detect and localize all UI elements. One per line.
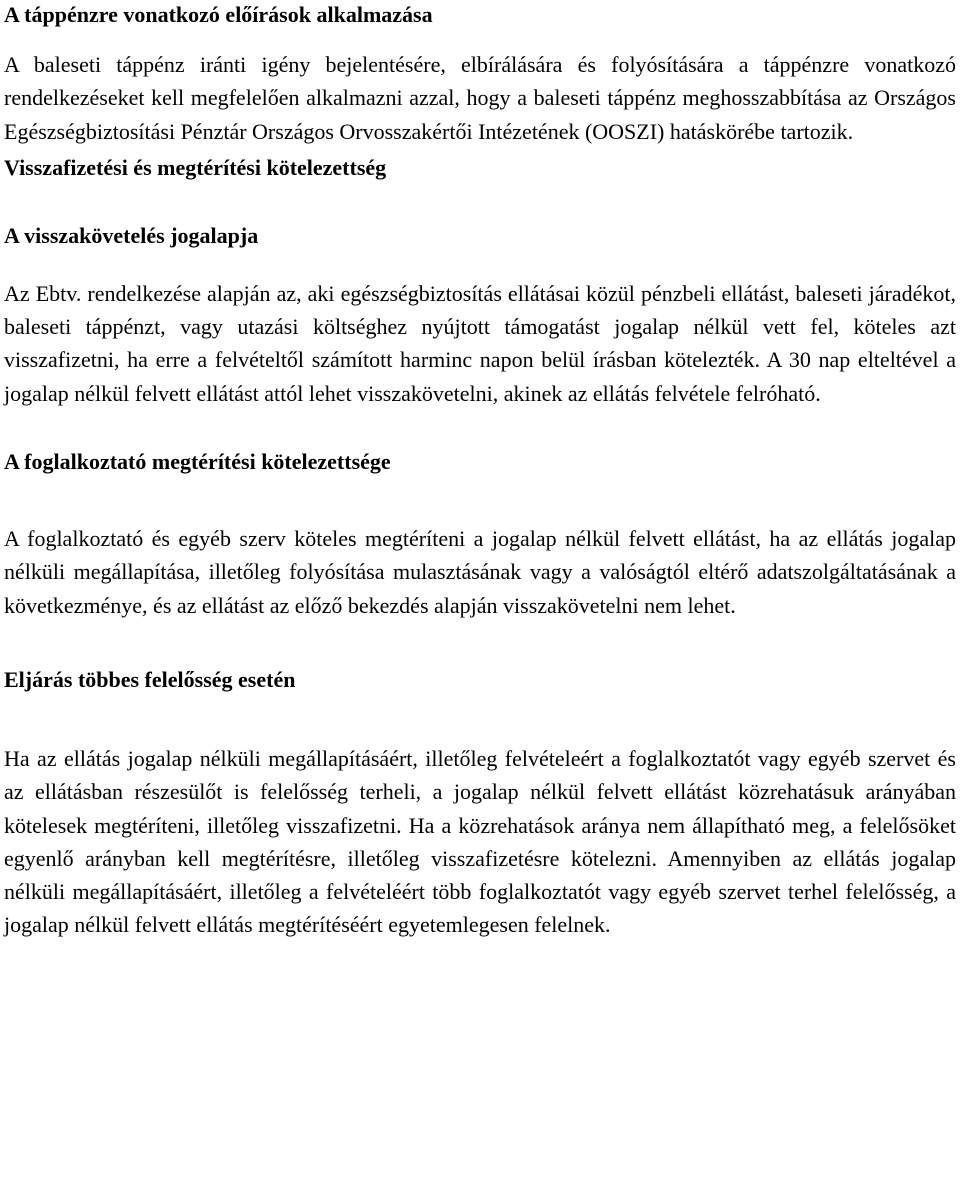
subsection-heading-jogalap: A visszakövetelés jogalapja bbox=[4, 222, 259, 248]
document-title: A táppénzre vonatkozó előírások alkalmazása bbox=[4, 2, 433, 27]
subsection-heading-eljaras: Eljárás többes felelősség esetén bbox=[4, 666, 296, 692]
intro-paragraph: A baleseti táppénz iránti igény bejelentésére, elbírálására és folyósítására a táppénzre vonatkozó rendelkezéseket kell megfelelően alkalmazni azzal, hogy a baleseti táppénz meghosszabbítása az Országos Egészségbiztosítási Pénztár Országos Orvosszakértői Intézetének (OOSZI) hatáskörébe tartozik. bbox=[4, 52, 956, 144]
paragraph-foglalkoztato: A foglalkoztató és egyéb szerv köteles megtéríteni a jogalap nélkül felvett ellátást, ha az ellátás jogalap nélküli megállapítása, illetőleg folyósítása mulasztásának vagy a valóságtól eltérő adatszolgáltatásának a következménye, és az ellátást az előző bekezdés alapján visszakövetelni nem lehet. bbox=[4, 526, 956, 618]
section-heading-visszafizetesi: Visszafizetési és megtérítési kötelezettség bbox=[4, 154, 387, 180]
paragraph-jogalap: Az Ebtv. rendelkezése alapján az, aki egészségbiztosítás ellátásai közül pénzbeli ellátást, baleseti járadékot, baleseti táppénzt, vagy utazási költséghez nyújtott támogatást jogalap nélkül vett fel, köteles azt visszafizetni, ha erre a felvételtől számított harminc napon belül írásban kötelezték. A 30 nap elteltével a jogalap nélkül felvett ellátást attól lehet visszakövetelni, akinek az ellátás felvétele felróható. bbox=[4, 280, 956, 406]
paragraph-eljaras: Ha az ellátás jogalap nélküli megállapításáért, illetőleg felvételeért a foglalkoztatót vagy egyéb szervet és az ellátásban részesülőt is felelősség terheli, a jogalap nélkül felvett ellátást közrehatásuk arányában kötelesek megtéríteni, illetőleg visszafizetni. Ha a közrehatások aránya nem állapítható meg, a felelősöket egyenlő arányban kell megtérítésre, illetőleg visszafizetésre kötelezni. Amennyiben az ellátás jogalap nélküli megállapításáért, illetőleg a felvételéért több foglalkoztatót vagy egyéb szervet terhel felelősség, a jogalap nélkül felvett ellátás megtérítéséért egyetemlegesen felelnek. bbox=[4, 745, 956, 938]
subsection-heading-foglalkoztato: A foglalkoztató megtérítési kötelezettsége bbox=[4, 449, 391, 475]
